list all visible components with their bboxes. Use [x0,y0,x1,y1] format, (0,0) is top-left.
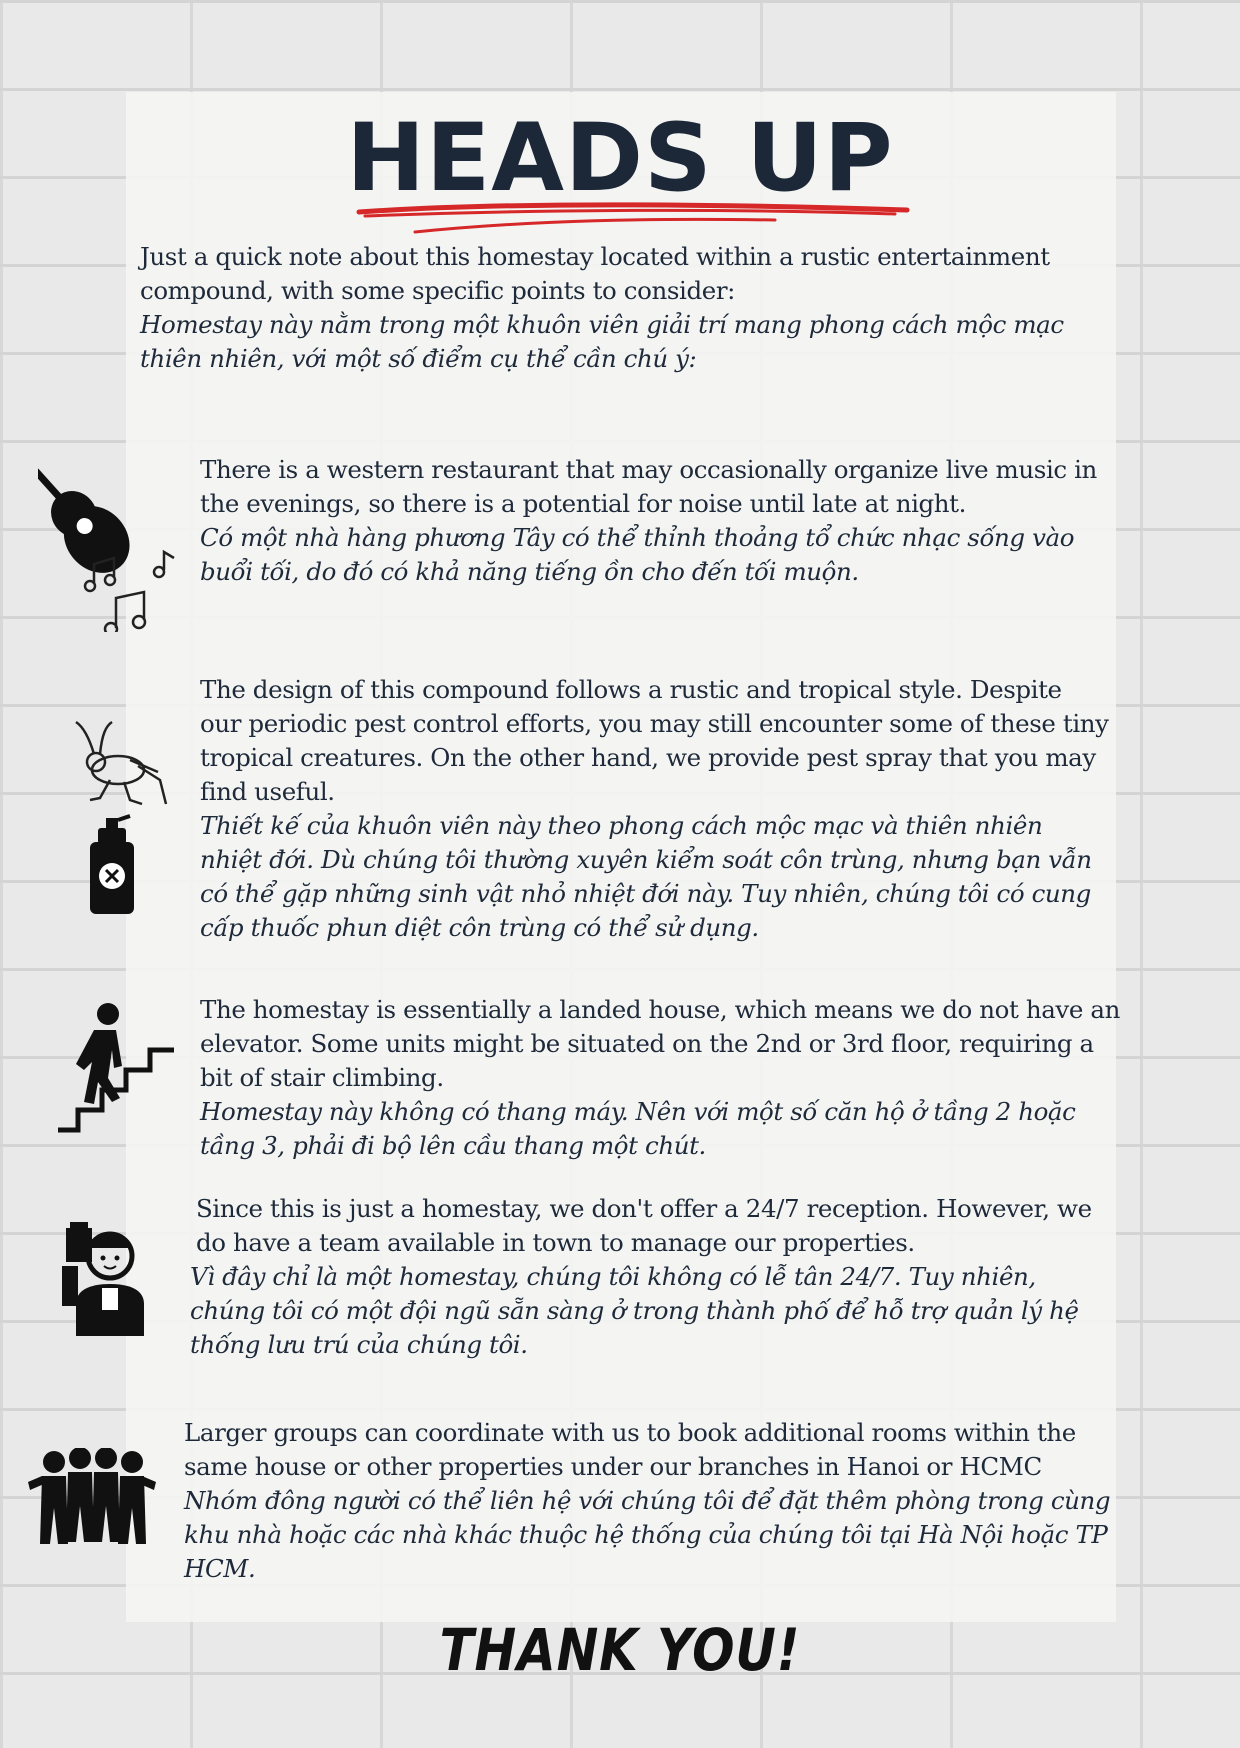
thank-you-signoff: THANK YOU! [439,1616,801,1684]
support-staff-icon [62,1222,156,1336]
point-guitar [200,453,1110,589]
point-text-en: The design of this compound follows a rustic and tropical style. Despite our periodic pest control efforts, you may still encounter some of these tiny tropical creatures. On the other hand, we provide pest spray that you may find useful. [200,675,1109,806]
insect-spray-icon [70,720,170,920]
point-stairs [200,993,1120,1163]
page-title: HEADS UP [346,104,894,213]
point-text-en: Since this is just a homestay, we don't offer a 24/7 reception. However, we do have a team available in town to manage our properties. [196,1194,1092,1257]
intro-text-vi: Homestay này nằm trong một khuôn viên giải trí mang phong cách mộc mạc thiên nhiên, với một số điểm cụ thể cần chú ý: [140,310,1064,373]
point-groups [184,1416,1114,1586]
group-people-icon [28,1448,156,1544]
point-text-en: There is a western restaurant that may occasionally organize live music in the evenings, so there is a potential for noise until late at night. [200,455,1097,518]
point-text-vi: Thiết kế của khuôn viên này theo phong cách mộc mạc và thiên nhiên nhiệt đới. Dù chúng tôi thường xuyên kiểm soát côn trùng, nhưng bạn vẫn có thể gặp những sinh vật nhỏ nhiệt đới này. Tuy nhiên, chúng tôi có cung cấp thuốc phun diệt côn trùng có thể sử dụng. [200,811,1092,942]
intro-section [140,240,1110,376]
guitar-music-icon [38,446,178,632]
point-text-vi: Có một nhà hàng phương Tây có thể thỉnh thoảng tổ chức nhạc sống vào buổi tối, do đó có khả năng tiếng ồn cho đến tối muộn. [200,523,1075,586]
point-text-vi: Nhóm đông người có thể liên hệ với chúng tôi để đặt thêm phòng trong cùng khu nhà hoặc các nhà khác thuộc hệ thống của chúng tôi tại Hà Nội hoặc TP HCM. [184,1486,1111,1583]
point-text-vi: Homestay này không có thang máy. Nên với một số căn hộ ở tầng 2 hoặc tầng 3, phải đi bộ lên cầu thang một chút. [200,1097,1076,1160]
point-reception [190,1192,1110,1362]
point-text-vi: Vì đây chỉ là một homestay, chúng tôi không có lễ tân 24/7. Tuy nhiên, chúng tôi có một đội ngũ sẵn sàng ở trong thành phố để hỗ trợ quản lý hệ thống lưu trú của chúng tôi. [190,1262,1079,1359]
point-text-en: Larger groups can coordinate with us to book additional rooms within the same house or other properties under our branches in Hanoi or HCMC [184,1418,1076,1481]
point-text-en: The homestay is essentially a landed house, which means we do not have an elevator. Some units might be situated on the 2nd or 3rd floor, requiring a bit of stair climbing. [200,995,1120,1092]
intro-text-en: Just a quick note about this homestay located within a rustic entertainment compound, with some specific points to consider: [140,242,1050,305]
stairs-climbing-icon [58,1002,182,1134]
point-pests [200,673,1110,945]
